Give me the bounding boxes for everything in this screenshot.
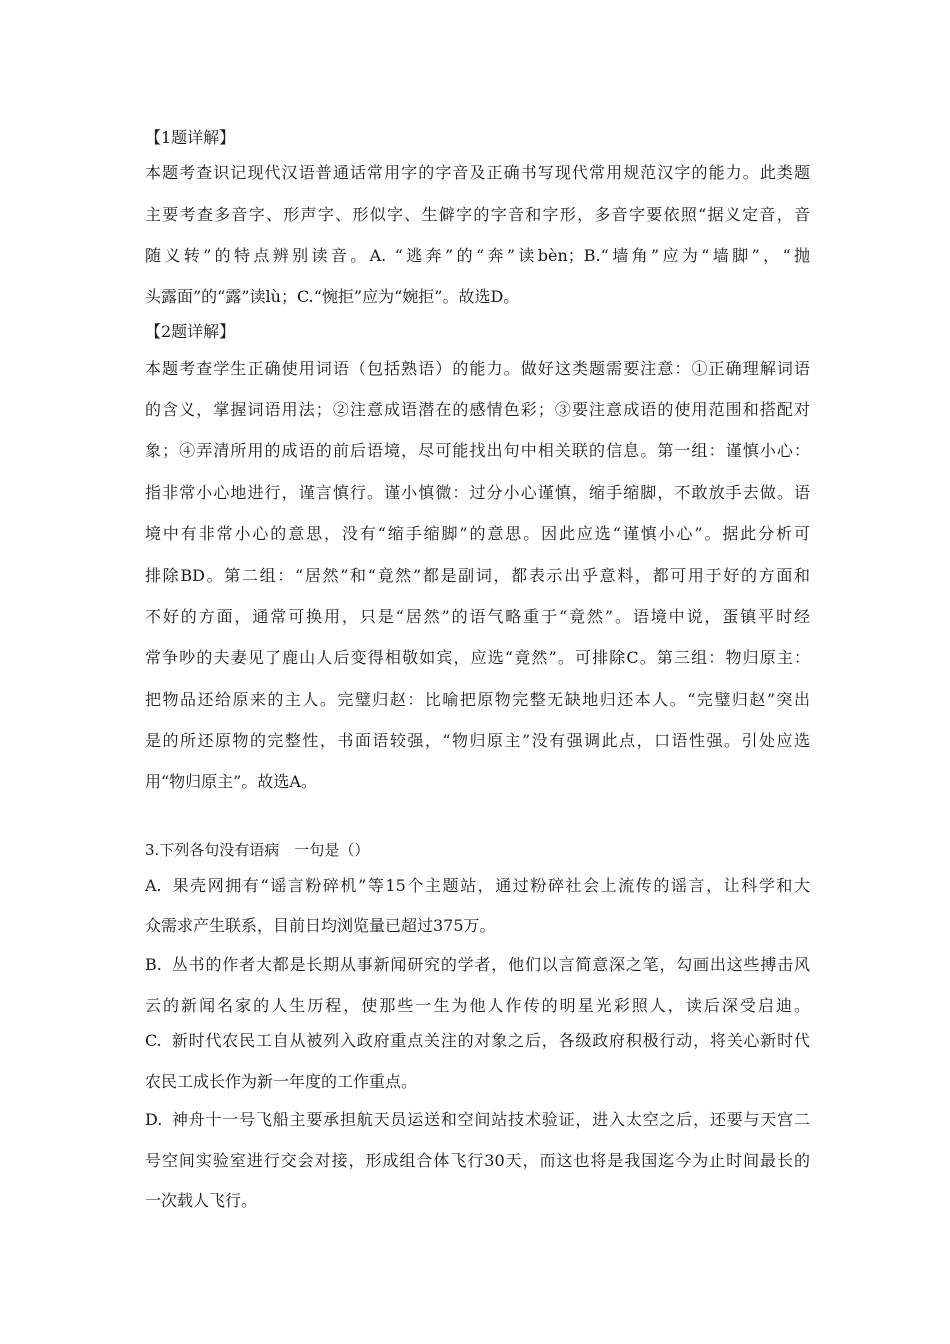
option-letter: C. <box>145 1031 162 1050</box>
option-d-line: 号空间实验室进行交会对接，形成组合体飞行30天，而这也将是我国迄今为止时间最长的 <box>145 1151 810 1170</box>
section2-heading: 【2题详解】 <box>145 322 236 341</box>
section2-line: 境中有非常小心的意思，没有“缩手缩脚”的意思。因此应选“谨慎小心”。据此分析可 <box>145 524 810 543</box>
section1-line: 本题考查识记现代汉语普通话常用字的字音及正确书写现代常用规范汉字的能力。此类题 <box>145 163 810 182</box>
option-b-line: 云的新闻名家的人生历程，使那些一生为他人作传的明星光彩照人，读后深受启迪。 <box>145 996 810 1015</box>
section2-line: 排除BD。第二组：“居然”和“竟然”都是副词，都表示出乎意料，都可用于好的方面和 <box>145 566 810 585</box>
section2-line: 指非常小心地进行，谨言慎行。谨小慎微：过分小心谨慎，缩手缩脚，不敢放手去做。语 <box>145 483 810 502</box>
option-text: 果壳网拥有“谣言粉碎机”等15个主题站，通过粉碎社会上流传的谣言，让科学和大 <box>171 876 810 895</box>
section2-line: 象；④弄清所用的成语的前后语境，尽可能找出句中相关联的信息。第一组：谨慎小心： <box>145 441 810 460</box>
option-text: 神舟十一号飞船主要承担航天员运送和空间站技术验证，进入太空之后，还要与天宫二 <box>171 1110 810 1129</box>
option-letter: A. <box>145 876 162 895</box>
option-a-line: 众需求产生联系，目前日均浏览量已超过375万。 <box>145 916 496 935</box>
section1-line: 主要考查多音字、形声字、形似字、生僻字的字音和字形，多音字要依照“据义定音，音 <box>145 205 810 224</box>
question-stem: 3.下列各句没有语病 一句是（） <box>145 841 370 859</box>
option-c-line <box>145 1031 810 1051</box>
option-letter: B. <box>145 955 162 974</box>
section2-line: 用“物归原主”。故选A。 <box>145 772 317 791</box>
section2-line: 是的所还原物的完整性，书面语较强，“物归原主”没有强调此点，口语性强。引处应选 <box>145 731 810 750</box>
option-letter: D. <box>145 1110 163 1129</box>
section2-line: 把物品还给原来的主人。完璧归赵：比喻把原物完整无缺地归还本人。“完璧归赵”突出 <box>145 690 810 709</box>
option-text: 丛书的作者大都是长期从事新闻研究的学者，他们以言简意深之笔，勾画出这些搏击风 <box>171 955 810 974</box>
option-d-line <box>145 1110 810 1130</box>
option-c-line: 农民工成长作为新一年度的工作重点。 <box>145 1072 418 1091</box>
section1-line: 头露面”的“露”读lù；C.“惋拒”应为“婉拒”。故选D。 <box>145 287 520 306</box>
section2-line: 常争吵的夫妻见了鹿山人后变得相敬如宾，应选“竟然”。可排除C。第三组：物归原主： <box>145 648 810 667</box>
option-d-line: 一次载人飞行。 <box>145 1191 258 1210</box>
section2-line: 本题考查学生正确使用词语（包括熟语）的能力。做好这类题需要注意：①正确理解词语 <box>145 359 810 378</box>
section2-line: 不好的方面，通常可换用，只是“居然”的语气略重于“竟然”。语境中说，蛋镇平时经 <box>145 607 810 626</box>
section1-heading: 【1题详解】 <box>145 128 236 147</box>
option-text: 新时代农民工自从被列入政府重点关注的对象之后，各级政府积极行动，将关心新时代 <box>171 1031 810 1050</box>
section1-line: 随义转”的特点辨别读音。A. “逃奔”的“奔”读bèn；B.“墙角”应为“墙脚”，“抛 <box>145 246 810 265</box>
section2-line: 的含义，掌握词语用法；②注意成语潜在的感情色彩；③要注意成语的使用范围和搭配对 <box>145 400 810 419</box>
option-b-line <box>145 955 810 975</box>
option-a-line <box>145 876 810 896</box>
